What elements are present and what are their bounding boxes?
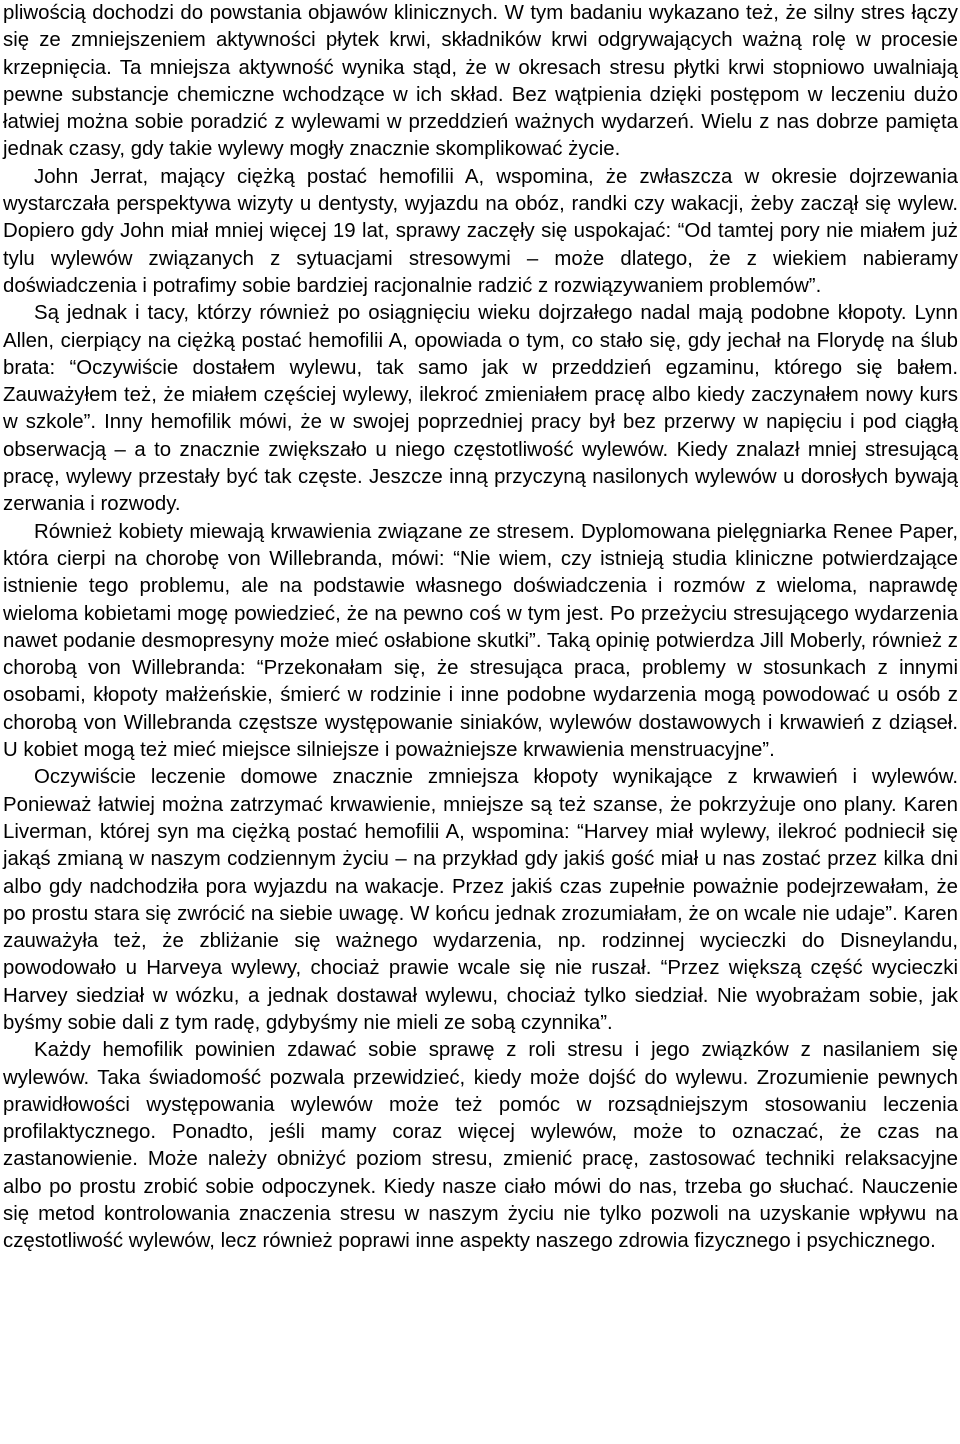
paragraph-home-treatment: Oczywiście leczenie domowe znacznie zmniejsza kłopoty wynikające z krwawień i wylewów. Ponieważ łatwiej można zatrzymać krwawienie, mniejsze są też szanse, że pokrzyżuje ono plany. Karen Liverman, której syn ma ciężką postać hemofilii A, wspomina: “Harvey miał wylewy, ilekroć podniecił się jakąś zmianą w naszym codziennym życiu – na przykład gdy jakiś gość miał u nas zostać przez kilka dni albo gdy nadchodziła pora wyjazdu na wakacje. Przez jakiś czas zupełnie poważnie podejrzewałam, że po prostu stara się zwrócić na siebie uwagę. W końcu jednak zrozumiałam, że on wcale nie udaje”. Karen zauważyła też, że zbliżanie się ważnego wydarzenia, np. rodzinnej wycieczki do Disneylandu, powodowało u Harveya wylewy, chociaż prawie wcale się nie ruszał. “Przez większą część wycieczki Harvey siedział w wózku, a jednak dostawał wylewu, chociaż tylko siedział. Nie wyobrażam sobie, jak byśmy sobie dali z tym radę, gdybyśmy nie mieli ze sobą czynnika”. [3,766,958,1034]
paragraph-lynn-allen: Są jednak i tacy, którzy również po osiągnięciu wieku dojrzałego nadal mają podobne kłopoty. Lynn Allen, cierpiący na ciężką postać hemofilii A, opowiada o tym, co stało się, gdy jechał na Florydę na ślub brata: “Oczywiście dostałem wylewu, tak samo jak w przeddzień egzaminu, którego się bałem. Zauważyłem też, że miałem częściej wylewy, ilekroć zmieniałem pracę albo kiedy zaczynałem nowy kurs w szkole”. Inny hemofilik mówi, że w swojej poprzedniej pracy był bez przerwy w napięciu i pod ciągłą obserwacją – a to znacznie zwiększało u niego częstotliwość wylewów. Kiedy znalazł mniej stresującą pracę, wylewy przestały być tak częste. Jeszcze inną przyczyną nasilonych wylewów u dorosłych bywają zerwania i rozwody. [3,302,958,516]
paragraph-continuation: pliwością dochodzi do powstania objawów klinicznych. W tym badaniu wykazano też, że silny stres łączy się ze zmniejszeniem aktywności płytek krwi, składników krwi odgrywających ważną rolę w procesie krzepnięcia. Ta mniejsza aktywność wynika stąd, że w okresach stresu płytki krwi stopniowo uwalniają pewne substancje chemiczne wchodzące w ich skład. Bez wątpienia dzięki postępom w leczeniu dużo łatwiej można sobie poradzić z wylewami w przeddzień ważnych wydarzeń. Wielu z nas dobrze pamięta jednak czasy, gdy takie wylewy mogły znacznie skomplikować życie. [3,2,958,161]
paragraph-stress-awareness: Każdy hemofilik powinien zdawać sobie sprawę z roli stresu i jego związków z nasilaniem się wylewów. Taka świadomość pozwala przewidzieć, kiedy może dojść do wylewu. Zrozumienie pewnych prawidłowości występowania wylewów może też pomóc w rozsądniejszym stosowaniu leczenia profilaktycznego. Ponadto, jeśli mamy coraz więcej wylewów, może to oznaczać, że czas na zastanowienie. Może należy obniżyć poziom stresu, zmienić pracę, zastosować techniki relaksacyjne albo po prostu zrobić sobie odpoczynek. Kiedy nasze ciało mówi do nas, trzeba go słuchać. Nauczenie się metod kontrolowania znaczenia stresu w naszym życiu nie tylko pozwoli na uzyskanie wpływu na częstotliwość wylewów, lecz również poprawi inne aspekty naszego zdrowia fizycznego i psychicznego. [3,1039,958,1253]
paragraph-john-jerrat: John Jerrat, mający ciężką postać hemofilii A, wspomina, że zwłaszcza w okresie dojrzewania wystarczała perspektywa wizyty u dentysty, wyjazdu na obóz, randki czy wakacji, żeby zaczął się wylew. Dopiero gdy John miał mniej więcej 19 lat, sprawy zaczęły się uspokajać: “Od tamtej pory nie miałem już tylu wylewów związanych z sytuacjami stresowymi – może dlatego, że z wiekiem nabieramy doświadczenia i potrafimy sobie bardziej racjonalnie radzić z rozwiązywaniem problemów”. [3,165,958,297]
paragraph-women-bleeding: Również kobiety miewają krwawienia związane ze stresem. Dyplomowana pielęgniarka Renee Paper, która cierpi na chorobę von Willebranda, mówi: “Nie wiem, czy istnieją studia kliniczne potwierdzające istnienie tego problemu, ale na podstawie własnego doświadczenia i rozmów z wieloma, naprawdę wieloma kobietami mogę powiedzieć, że na pewno coś w tym jest. Po przeżyciu stresującego wydarzenia nawet podanie desmopresyny może mieć osłabione skutki”. Taką opinię potwierdza Jill Moberly, również z chorobą von Willebranda: “Przekonałam się, że stresująca praca, problemy w stosunkach z innymi osobami, kłopoty małżeńskie, śmierć w rodzinie i inne podobne wydarzenia mogą powodować u osób z chorobą von Willebranda częstsze występowanie siniaków, wylewów dostawowych i krwawień z dziąseł. U kobiet mogą też mieć miejsce silniejsze i poważniejsze krwawienia menstruacyjne”. [3,520,958,762]
